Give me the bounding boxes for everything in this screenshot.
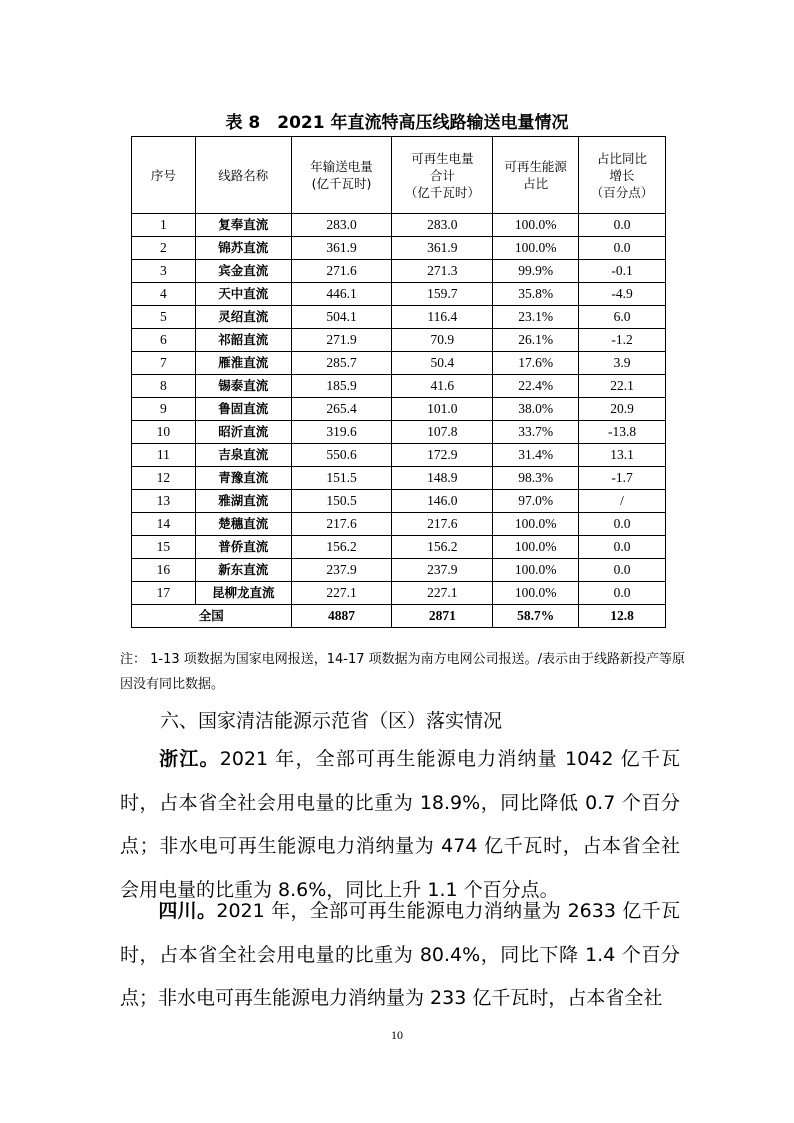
row-renewable-total: 217.6 xyxy=(392,513,493,536)
table-row xyxy=(132,375,666,398)
table-row xyxy=(132,582,666,605)
row-renewable-total: 172.9 xyxy=(392,444,493,467)
row-renewable-total: 50.4 xyxy=(392,352,493,375)
total-label: 全国 xyxy=(132,605,292,628)
header-annual-transmission: 年输送电量 (亿千瓦时) xyxy=(291,137,392,214)
row-line-name: 昆柳龙直流 xyxy=(195,582,291,605)
row-renewable-total: 271.3 xyxy=(392,260,493,283)
row-renewable-share: 35.8% xyxy=(493,283,579,306)
row-annual-transmission: 217.6 xyxy=(291,513,392,536)
page-number: 10 xyxy=(391,1028,403,1042)
row-renewable-total: 237.9 xyxy=(392,559,493,582)
table-row xyxy=(132,329,666,352)
table-row xyxy=(132,283,666,306)
row-line-name: 复奉直流 xyxy=(195,214,291,237)
table-row xyxy=(132,490,666,513)
row-renewable-total: 101.0 xyxy=(392,398,493,421)
total-renewable: 2871 xyxy=(392,605,493,628)
table-header-row xyxy=(132,137,666,214)
row-seq: 15 xyxy=(132,536,196,559)
row-renewable-total: 146.0 xyxy=(392,490,493,513)
row-renewable-share: 100.0% xyxy=(493,214,579,237)
row-seq: 5 xyxy=(132,306,196,329)
row-seq: 16 xyxy=(132,559,196,582)
row-renewable-total: 148.9 xyxy=(392,467,493,490)
row-share-growth: -1.2 xyxy=(579,329,666,352)
row-renewable-share: 33.7% xyxy=(493,421,579,444)
table-total-row xyxy=(132,605,666,628)
row-renewable-share: 100.0% xyxy=(493,559,579,582)
row-annual-transmission: 446.1 xyxy=(291,283,392,306)
row-line-name: 宾金直流 xyxy=(195,260,291,283)
row-annual-transmission: 185.9 xyxy=(291,375,392,398)
table-row xyxy=(132,214,666,237)
row-renewable-total: 70.9 xyxy=(392,329,493,352)
row-renewable-total: 159.7 xyxy=(392,283,493,306)
row-seq: 6 xyxy=(132,329,196,352)
row-renewable-share: 100.0% xyxy=(493,513,579,536)
paragraph-lead: 四川。 xyxy=(158,900,217,922)
header-renewable-total: 可再生电量 合计 （亿千瓦时） xyxy=(392,137,493,214)
row-renewable-share: 97.0% xyxy=(493,490,579,513)
row-renewable-total: 156.2 xyxy=(392,536,493,559)
row-renewable-share: 100.0% xyxy=(493,237,579,260)
row-seq: 17 xyxy=(132,582,196,605)
transmission-table xyxy=(131,136,666,628)
row-annual-transmission: 361.9 xyxy=(291,237,392,260)
row-annual-transmission: 285.7 xyxy=(291,352,392,375)
table-row xyxy=(132,306,666,329)
paragraph-text: 2021 年，全部可再生能源电力消纳量为 2633 亿千瓦时，占本省全社会用电量的比重为 80.4%，同比下降 1.4 个百分点；非水电可再生能源电力消纳量为 233 亿千瓦时，占本省全社 xyxy=(120,900,680,1009)
total-transmission: 4887 xyxy=(291,605,392,628)
row-annual-transmission: 151.5 xyxy=(291,467,392,490)
row-seq: 13 xyxy=(132,490,196,513)
row-seq: 12 xyxy=(132,467,196,490)
section-heading: 六、国家清洁能源示范省（区）落实情况 xyxy=(160,710,503,732)
row-line-name: 灵绍直流 xyxy=(195,306,291,329)
total-share: 58.7% xyxy=(493,605,579,628)
row-renewable-total: 107.8 xyxy=(392,421,493,444)
row-renewable-share: 100.0% xyxy=(493,536,579,559)
row-renewable-total: 283.0 xyxy=(392,214,493,237)
header-line-name: 线路名称 xyxy=(195,137,291,214)
row-line-name: 雅湖直流 xyxy=(195,490,291,513)
row-seq: 4 xyxy=(132,283,196,306)
row-line-name: 昭沂直流 xyxy=(195,421,291,444)
row-renewable-share: 98.3% xyxy=(493,467,579,490)
row-line-name: 吉泉直流 xyxy=(195,444,291,467)
header-share-growth: 占比同比 增长 （百分点） xyxy=(579,137,666,214)
table-body xyxy=(132,214,666,628)
row-annual-transmission: 319.6 xyxy=(291,421,392,444)
row-seq: 14 xyxy=(132,513,196,536)
row-share-growth: 0.0 xyxy=(579,513,666,536)
row-share-growth: 0.0 xyxy=(579,214,666,237)
row-renewable-share: 26.1% xyxy=(493,329,579,352)
row-seq: 3 xyxy=(132,260,196,283)
row-line-name: 锦苏直流 xyxy=(195,237,291,260)
table-row xyxy=(132,352,666,375)
row-line-name: 祁韶直流 xyxy=(195,329,291,352)
paragraph-sichuan xyxy=(120,890,680,1021)
row-renewable-share: 100.0% xyxy=(493,582,579,605)
row-annual-transmission: 227.1 xyxy=(291,582,392,605)
row-share-growth: 0.0 xyxy=(579,536,666,559)
row-renewable-share: 22.4% xyxy=(493,375,579,398)
row-share-growth: 13.1 xyxy=(579,444,666,467)
row-share-growth: 0.0 xyxy=(579,559,666,582)
row-seq: 8 xyxy=(132,375,196,398)
row-line-name: 楚穗直流 xyxy=(195,513,291,536)
row-seq: 10 xyxy=(132,421,196,444)
row-line-name: 青豫直流 xyxy=(195,467,291,490)
row-annual-transmission: 504.1 xyxy=(291,306,392,329)
row-annual-transmission: 265.4 xyxy=(291,398,392,421)
row-share-growth: -4.9 xyxy=(579,283,666,306)
row-renewable-share: 17.6% xyxy=(493,352,579,375)
table-row xyxy=(132,536,666,559)
row-renewable-share: 38.0% xyxy=(493,398,579,421)
row-share-growth: -1.7 xyxy=(579,467,666,490)
row-renewable-share: 31.4% xyxy=(493,444,579,467)
table-title: 表 8 2021 年直流特高压线路输送电量情况 xyxy=(225,113,569,133)
row-annual-transmission: 271.6 xyxy=(291,260,392,283)
header-renewable-share: 可再生能源 占比 xyxy=(493,137,579,214)
row-annual-transmission: 550.6 xyxy=(291,444,392,467)
row-seq: 2 xyxy=(132,237,196,260)
row-share-growth: / xyxy=(579,490,666,513)
row-share-growth: 3.9 xyxy=(579,352,666,375)
row-renewable-total: 361.9 xyxy=(392,237,493,260)
table-row xyxy=(132,260,666,283)
row-share-growth: -0.1 xyxy=(579,260,666,283)
row-line-name: 鲁固直流 xyxy=(195,398,291,421)
row-share-growth: 20.9 xyxy=(579,398,666,421)
row-share-growth: 6.0 xyxy=(579,306,666,329)
row-share-growth: -13.8 xyxy=(579,421,666,444)
row-line-name: 雁淮直流 xyxy=(195,352,291,375)
table-row xyxy=(132,559,666,582)
paragraph-text: 2021 年，全部可再生能源电力消纳量 1042 亿千瓦时，占本省全社会用电量的比重为 18.9%，同比降低 0.7 个百分点；非水电可再生能源电力消纳量为 474 亿千瓦时，占本省全社会用电量的比重为 8.6%，同比上升 1.1 个百分点。 xyxy=(120,748,680,901)
row-renewable-share: 99.9% xyxy=(493,260,579,283)
table-note: 注： 1-13 项数据为国家电网报送，14-17 项数据为南方电网公司报送。/表示由于线路新投产等原因没有同比数据。 xyxy=(120,652,686,692)
row-annual-transmission: 156.2 xyxy=(291,536,392,559)
row-renewable-share: 23.1% xyxy=(493,306,579,329)
row-seq: 1 xyxy=(132,214,196,237)
table-row xyxy=(132,398,666,421)
table-row xyxy=(132,513,666,536)
row-renewable-total: 227.1 xyxy=(392,582,493,605)
row-annual-transmission: 237.9 xyxy=(291,559,392,582)
row-annual-transmission: 283.0 xyxy=(291,214,392,237)
row-seq: 11 xyxy=(132,444,196,467)
row-line-name: 新东直流 xyxy=(195,559,291,582)
total-growth: 12.8 xyxy=(579,605,666,628)
row-share-growth: 0.0 xyxy=(579,237,666,260)
row-seq: 9 xyxy=(132,398,196,421)
row-annual-transmission: 150.5 xyxy=(291,490,392,513)
row-line-name: 锡泰直流 xyxy=(195,375,291,398)
table-row xyxy=(132,444,666,467)
table-row xyxy=(132,237,666,260)
table-row xyxy=(132,467,666,490)
row-share-growth: 0.0 xyxy=(579,582,666,605)
paragraph-zhejiang xyxy=(120,738,680,912)
row-line-name: 普侨直流 xyxy=(195,536,291,559)
row-renewable-total: 116.4 xyxy=(392,306,493,329)
row-seq: 7 xyxy=(132,352,196,375)
row-renewable-total: 41.6 xyxy=(392,375,493,398)
header-seq: 序号 xyxy=(132,137,196,214)
row-annual-transmission: 271.9 xyxy=(291,329,392,352)
row-share-growth: 22.1 xyxy=(579,375,666,398)
paragraph-lead: 浙江。 xyxy=(158,748,220,770)
row-line-name: 天中直流 xyxy=(195,283,291,306)
table-row xyxy=(132,421,666,444)
